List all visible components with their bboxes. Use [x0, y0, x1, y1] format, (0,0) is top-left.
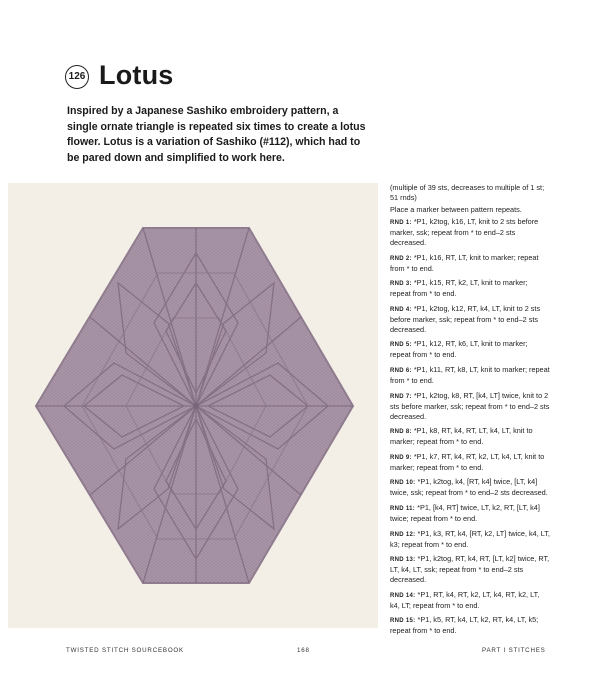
round-label: RND 8:	[390, 429, 412, 436]
round-text: *P1, RT, k4, RT, k2, LT, k4, RT, k2, LT, k4, LT; repeat from * to end.	[390, 589, 540, 610]
marker-instruction: Place a marker between pattern repeats.	[390, 205, 522, 214]
swatch-photo	[8, 183, 378, 628]
pattern-round	[390, 391, 550, 422]
round-label: RND 15:	[390, 618, 416, 625]
pattern-round	[390, 503, 550, 524]
pattern-multiple-note: (multiple of 39 sts, decreases to multiple of 1 st; 51 rnds)	[390, 183, 545, 202]
round-label: RND 14:	[390, 592, 416, 599]
hexagon-swatch-illustration	[8, 183, 378, 628]
pattern-round	[390, 339, 550, 360]
round-text: *P1, k5, RT, k4, LT, k2, RT, k4, LT, k5; repeat from * to end.	[390, 615, 539, 636]
pattern-number-badge: 126	[65, 65, 89, 89]
pattern-round	[390, 615, 550, 636]
round-text: *P1, k12, RT, k6, LT, knit to marker; repeat from * to end.	[390, 339, 528, 360]
round-text: *P1, k2tog, RT, k4, RT, [LT, k2] twice, RT, LT, k4, LT, ssk; repeat from * to end–2 sts decreased.	[390, 554, 550, 585]
round-label: RND 7:	[390, 393, 412, 400]
round-label: RND 11:	[390, 505, 416, 512]
pattern-round	[390, 452, 550, 473]
pattern-round	[390, 278, 550, 299]
intro-paragraph: Inspired by a Japanese Sashiko embroidery pattern, a single ornate triangle is repeated six times to create a lotus flower. Lotus is a variation of Sashiko (#112), which had to be pared down and simplified to work here.	[67, 105, 366, 164]
round-label: RND 12:	[390, 531, 416, 538]
round-label: RND 9:	[390, 454, 412, 461]
round-label: RND 1:	[390, 220, 412, 226]
round-text: *P1, k3, RT, k4, [RT, k2, LT] twice, k4, LT, k3; repeat from * to end.	[390, 528, 550, 549]
round-text: *P1, k16, RT, LT, knit to marker; repeat from * to end.	[390, 252, 539, 273]
footer-section: PART I STITCHES	[482, 647, 546, 654]
pattern-round	[390, 304, 550, 335]
round-text: *P1, k2tog, k12, RT, k4, LT, knit to 2 sts before marker, ssk; repeat from * to end–2 sts decreased.	[390, 303, 541, 334]
round-label: RND 6:	[390, 367, 412, 374]
pattern-round	[390, 217, 550, 248]
round-text: *P1, k2tog, k16, LT, knit to 2 sts before marker, ssk; repeat from * to end–2 sts decreased.	[390, 217, 539, 247]
round-text: *P1, k11, RT, k8, LT, knit to marker; repeat from * to end.	[390, 364, 550, 385]
round-label: RND 2:	[390, 255, 412, 262]
round-text: *P1, [k4, RT] twice, LT, k2, RT, [LT, k4] twice; repeat from * to end.	[390, 502, 540, 523]
round-label: RND 3:	[390, 281, 412, 288]
round-label: RND 4:	[390, 306, 412, 313]
pattern-round	[390, 590, 550, 611]
pattern-round	[390, 477, 550, 498]
round-text: *P1, k7, RT, k4, RT, k2, LT, k4, LT, knit to marker; repeat from * to end.	[390, 451, 545, 472]
footer-page-number: 168	[297, 647, 310, 654]
round-label: RND 5:	[390, 342, 412, 349]
pattern-round	[390, 529, 550, 550]
round-text: *P1, k2tog, k8, RT, [k4, LT] twice, knit to 2 sts before marker, ssk; repeat from * to end–2 sts decreased.	[390, 390, 550, 421]
pattern-round	[390, 554, 550, 585]
round-label: RND 13:	[390, 557, 416, 564]
round-text: *P1, k8, RT, k4, RT, LT, k4, LT, knit to marker; repeat from * to end.	[390, 426, 533, 447]
page-title: Lotus	[99, 60, 174, 90]
pattern-round	[390, 365, 550, 386]
rounds-list	[390, 217, 550, 636]
footer-book-title: TWISTED STITCH SOURCEBOOK	[66, 647, 184, 654]
round-label: RND 10:	[390, 480, 416, 487]
pattern-round	[390, 426, 550, 447]
pattern-round	[390, 253, 550, 274]
round-text: *P1, k2tog, k4, [RT, k4] twice, [LT, k4] twice, ssk; repeat from * to end–2 sts decreased.	[390, 477, 548, 498]
pattern-instructions	[390, 183, 550, 641]
round-text: *P1, k15, RT, k2, LT, knit to marker; repeat from * to end.	[390, 278, 528, 299]
